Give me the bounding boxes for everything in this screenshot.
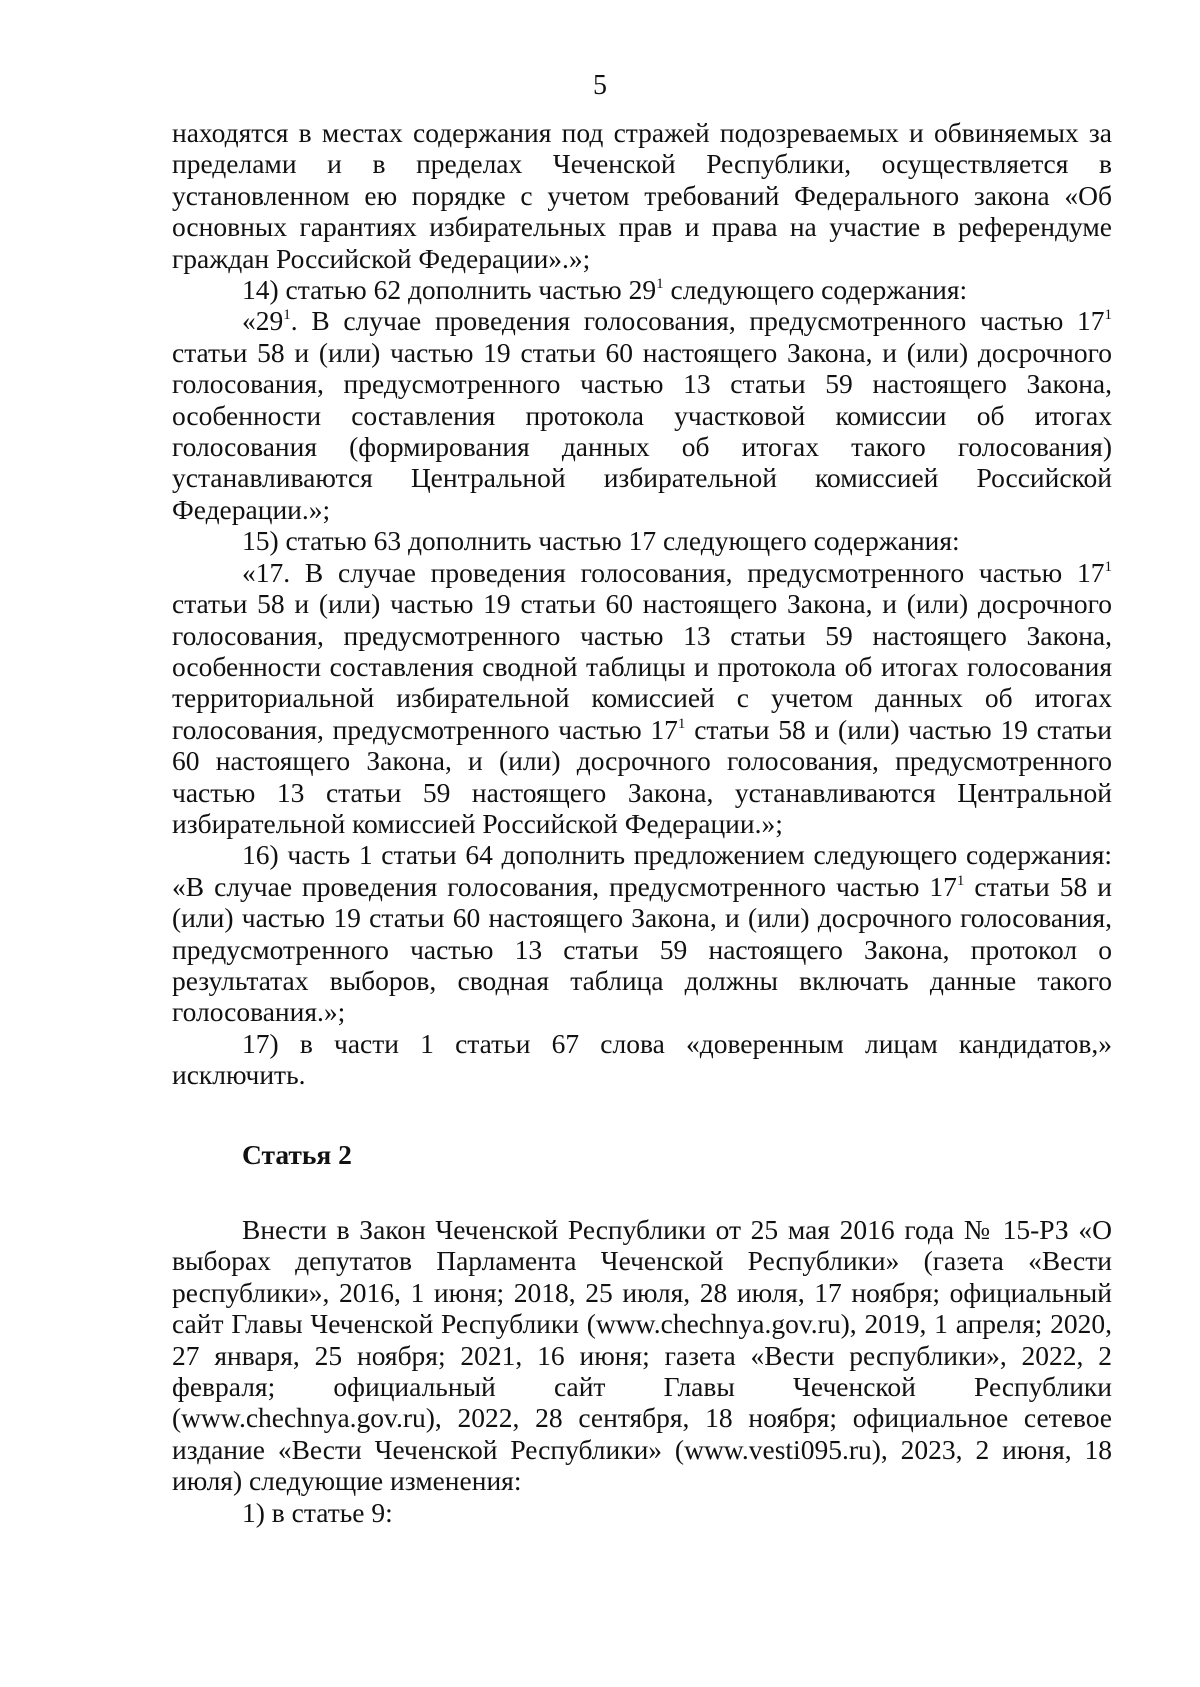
page-number: 5 — [593, 70, 607, 101]
quote29-text-a: «29 — [242, 305, 284, 337]
quote17-text-a: «17. В случае проведения голосования, предусмотренного частью 17 — [242, 556, 1105, 588]
list-item-15: 15) статью 63 дополнить частью 17 следующего содержания: — [242, 525, 960, 557]
spacer — [172, 1091, 1112, 1139]
superscript: 1 — [956, 872, 965, 889]
item16-text-a: 16) часть 1 статьи 64 дополнить предложением следующего содержания: «В случае проведения голосования, предусмотренного частью 17 — [172, 839, 1112, 902]
list-item-1: 1) в статье 9: — [242, 1496, 393, 1528]
quote29-text-c: статьи 58 и (или) частью 19 статьи 60 настоящего Закона, и (или) досрочного голосования, предусмотренного частью 13 статьи 59 настоящего Закона, особенности составления протокола участковой комиссии об итогах голосования (формирования данных об итогах такого голосования) устанавливаются Центральной избирательной комиссией Российской Федерации.»; — [172, 336, 1112, 525]
quote29-text-b: . В случае проведения голосования, предусмотренного частью 17 — [290, 305, 1105, 337]
quote17-text-c: статьи 58 и (или) частью 19 статьи 60 настоящего Закона, и (или) досрочного голосования, предусмотренного частью 13 статьи 59 настоящего Закона, устанавливаются Центральной избирательной комиссией Российской Федерации.»; — [172, 713, 1112, 839]
superscript: 1 — [283, 307, 291, 324]
superscript: 1 — [1104, 307, 1112, 324]
list-item-16 — [172, 839, 1112, 1027]
paragraph-continuation: находятся в местах содержания под стражей подозреваемых и обвиняемых за пределами и в пределах Чеченской Республики, осуществляется в установленном ею порядке с учетом требований Федерального закона «Об основных гарантиях избирательных прав и права на участие в референдуме граждан Российской Федерации».»; — [172, 117, 1112, 274]
item14-text-b: следующего содержания: — [663, 274, 968, 306]
article-heading: Статья 2 — [242, 1138, 352, 1170]
superscript: 1 — [656, 276, 664, 293]
document-body — [172, 117, 1112, 1528]
superscript: 1 — [677, 715, 686, 732]
item14-text-a: 14) статью 62 дополнить частью 29 — [242, 274, 657, 306]
list-item-17: 17) в части 1 статьи 67 слова «доверенным лицам кандидатов,» исключить. — [172, 1027, 1112, 1091]
quote-part-17 — [172, 557, 1112, 840]
superscript: 1 — [1104, 558, 1112, 575]
item16-text-b: статьи 58 и (или) частью 19 статьи 60 настоящего Закона, и (или) досрочного голосования, предусмотренного частью 13 статьи 59 настоящего Закона, протокол о результатах выборов, сводная таблица должны включать данные такого голосования.»; — [172, 870, 1113, 1028]
quote17-text-b: статьи 58 и (или) частью 19 статьи 60 настоящего Закона, и (или) досрочного голосования, предусмотренного частью 13 статьи 59 настоящего Закона, особенности составления сводной таблицы и протокола об итогах голосования территориальной избирательной комиссией с учетом данных об итогах голосования, предусмотренного частью 17 — [172, 588, 1112, 745]
article-2-paragraph: Внести в Закон Чеченской Республики от 25 мая 2016 года № 15-РЗ «О выборах депутатов Парламента Чеченской Республики» (газета «Вести республики», 2016, 1 июня; 2018, 25 июля, 28 июля, 17 ноября; официальный сайт Главы Чеченской Республики (www.chechnya.gov.ru), 2019, 1 апреля; 2020, 27 января, 25 ноября; 2021, 16 июня; газета «Вести республики», 2022, 2 февраля; официальный сайт Главы Чеченской Республики (www.chechnya.gov.ru), 2022, 28 сентября, 18 ноября; официальное сетевое издание «Вести Чеченской Республики» (www.vesti095.ru), 2023, 2 июня, 18 июля) следующие изменения: — [172, 1214, 1112, 1497]
spacer — [172, 1170, 1112, 1214]
list-item-14 — [172, 274, 1112, 305]
quote-part-29-1 — [172, 305, 1112, 525]
